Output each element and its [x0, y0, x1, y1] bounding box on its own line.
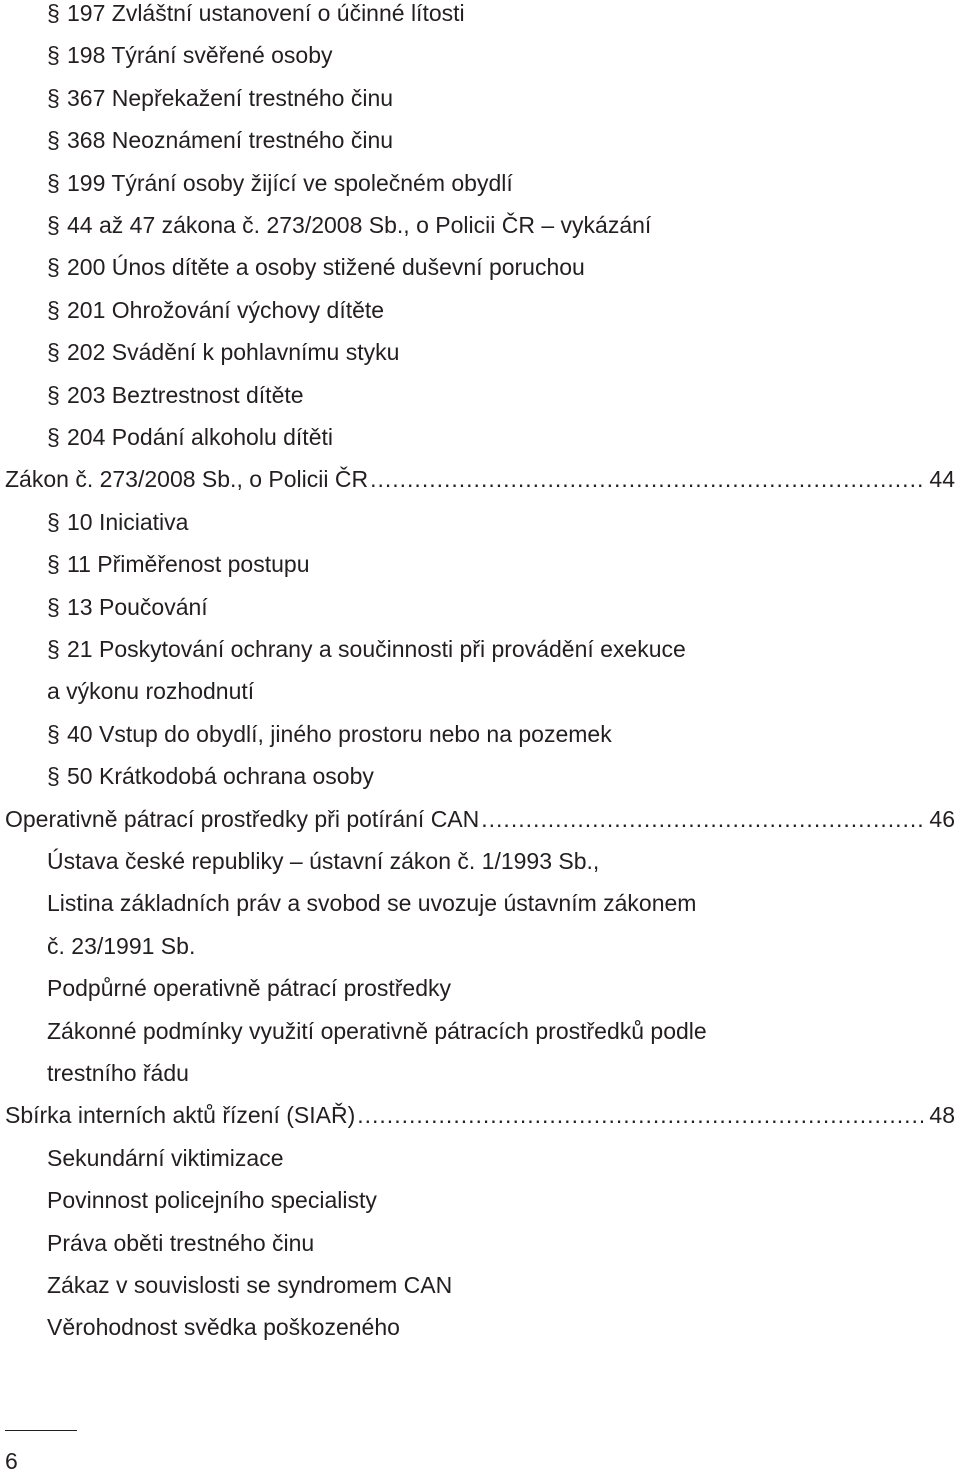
toc-section-text: 203 Beztrestnost dítěte	[67, 381, 304, 408]
toc-subitem: Práva oběti trestného činu	[47, 1229, 315, 1256]
toc-section-text: 199 Týrání osoby žijící ve společném obydlí	[67, 169, 513, 196]
section-symbol: §	[47, 339, 60, 366]
toc-section-text: 204 Podání alkoholu dítěti	[67, 424, 333, 450]
toc-subitem: Zákonné podmínky využití operativně pátracích prostředků podle	[47, 1017, 707, 1044]
toc-line	[0, 547, 960, 581]
toc-line	[0, 674, 960, 708]
toc-entry[interactable]	[5, 802, 955, 836]
toc-line	[0, 844, 960, 878]
toc-subitem: Ústava české republiky – ústavní zákon č. 1/1993 Sb.,	[47, 848, 600, 874]
toc-section-item	[47, 717, 612, 751]
toc-line	[0, 1056, 960, 1090]
toc-line	[0, 1310, 960, 1344]
section-symbol: §	[47, 720, 60, 747]
toc-section-text: 198 Týrání svěřené osoby	[67, 42, 333, 69]
toc-section-text: 201 Ohrožování výchovy dítěte	[67, 296, 385, 323]
toc-line	[0, 505, 960, 539]
toc-section-item	[47, 81, 393, 115]
section-symbol: §	[47, 254, 60, 281]
toc-line	[0, 250, 960, 284]
toc-subitem: Zákaz v souvislosti se syndromem CAN	[47, 1272, 453, 1298]
toc-line	[0, 971, 960, 1005]
section-symbol: §	[47, 212, 60, 238]
section-symbol: §	[47, 296, 60, 323]
toc-section-text: 200 Únos dítěte a osoby stižené duševní poruchou	[67, 254, 585, 281]
toc-section-text: 21 Poskytování ochrany a součinnosti při provádění exekuce	[67, 636, 686, 662]
section-symbol: §	[47, 508, 60, 535]
toc-section-item	[47, 378, 304, 412]
toc-section-item	[47, 759, 374, 793]
toc-subitem: Sekundární viktimizace	[47, 1144, 284, 1171]
toc-line	[0, 81, 960, 115]
toc-section-item	[47, 505, 188, 539]
toc-line	[0, 208, 960, 242]
page-number: 6	[5, 1448, 18, 1474]
toc-subitem: Listina základních práv a svobod se uvozuje ústavním zákonem	[47, 890, 697, 917]
toc-section-item	[47, 123, 393, 157]
toc-line	[0, 1226, 960, 1260]
toc-section-text: 202 Svádění k pohlavnímu styku	[67, 339, 400, 366]
toc-entry-page: 46	[929, 805, 955, 832]
toc-line	[0, 1268, 960, 1302]
toc-section-item	[47, 547, 310, 581]
toc-line	[0, 1183, 960, 1217]
toc-section-text: 368 Neoznámení trestného činu	[67, 127, 394, 154]
toc-subitem: Povinnost policejního specialisty	[47, 1187, 377, 1214]
toc-section-text: 10 Iniciativa	[67, 508, 189, 535]
toc-section-item	[47, 335, 399, 369]
section-symbol: §	[47, 593, 60, 620]
section-symbol: §	[47, 84, 60, 111]
toc-entry-title: Operativně pátrací prostředky při potírání CAN	[5, 805, 480, 832]
toc-line	[0, 929, 960, 963]
toc-subitem: Věrohodnost svědka poškozeného	[47, 1314, 400, 1341]
toc-line	[0, 632, 960, 666]
toc-section-text: 13 Poučování	[67, 593, 208, 620]
toc-section-item	[47, 632, 686, 666]
toc-line	[0, 293, 960, 327]
section-symbol: §	[47, 42, 60, 69]
toc-section-item	[47, 38, 333, 72]
toc-line	[0, 0, 960, 30]
section-symbol: §	[47, 127, 60, 154]
toc-subitem: Podpůrné operativně pátrací prostředky	[47, 975, 452, 1002]
toc-line	[0, 462, 960, 496]
dot-leader	[357, 1098, 923, 1132]
footer-rule	[5, 1430, 77, 1431]
toc-entry[interactable]	[5, 1098, 955, 1132]
toc-line	[0, 38, 960, 72]
toc-line	[0, 420, 960, 454]
dot-leader	[481, 802, 923, 836]
toc-section-item	[47, 208, 651, 242]
section-symbol: §	[47, 424, 60, 450]
section-symbol: §	[47, 636, 60, 662]
toc-section-text: 11 Přiměřenost postupu	[67, 551, 310, 578]
toc-entry[interactable]	[5, 462, 955, 496]
toc-section-text: 367 Nepřekažení trestného činu	[67, 84, 394, 111]
toc-line	[0, 1141, 960, 1175]
toc-line	[0, 123, 960, 157]
toc-line	[0, 759, 960, 793]
toc-section-item	[47, 590, 208, 624]
section-symbol: §	[47, 0, 60, 26]
section-symbol: §	[47, 381, 60, 408]
dot-leader	[370, 462, 923, 496]
toc-subitem: č. 23/1991 Sb.	[47, 932, 196, 959]
section-symbol: §	[47, 169, 60, 196]
section-symbol: §	[47, 763, 60, 790]
toc-subitem: trestního řádu	[47, 1060, 189, 1086]
toc-section-item	[47, 0, 465, 30]
toc-entry-page: 44	[929, 466, 955, 493]
toc-line	[0, 886, 960, 920]
toc-line	[0, 166, 960, 200]
toc-section-item	[47, 293, 384, 327]
toc-section-item	[47, 420, 333, 454]
toc-entry-title: Sbírka interních aktů řízení (SIAŘ)	[5, 1102, 356, 1129]
section-symbol: §	[47, 551, 60, 578]
toc-entry-title: Zákon č. 273/2008 Sb., o Policii ČR	[5, 466, 369, 493]
toc-entry-page: 48	[929, 1102, 955, 1129]
toc-section-text: 197 Zvláštní ustanovení o účinné lítosti	[67, 0, 465, 26]
toc-line	[0, 717, 960, 751]
toc-section-item	[47, 250, 585, 284]
toc-section-text: 44 až 47 zákona č. 273/2008 Sb., o Policii ČR – vykázání	[67, 212, 652, 238]
toc-line	[0, 335, 960, 369]
toc-section-text: 50 Krátkodobá ochrana osoby	[67, 763, 374, 790]
toc-section-text: 40 Vstup do obydlí, jiného prostoru nebo na pozemek	[67, 720, 612, 747]
toc-line	[0, 802, 960, 836]
toc-section-item	[47, 166, 513, 200]
toc-line	[0, 590, 960, 624]
toc-line	[0, 1098, 960, 1132]
toc-line	[0, 1014, 960, 1048]
toc-subitem: a výkonu rozhodnutí	[47, 678, 255, 705]
toc-line	[0, 378, 960, 412]
